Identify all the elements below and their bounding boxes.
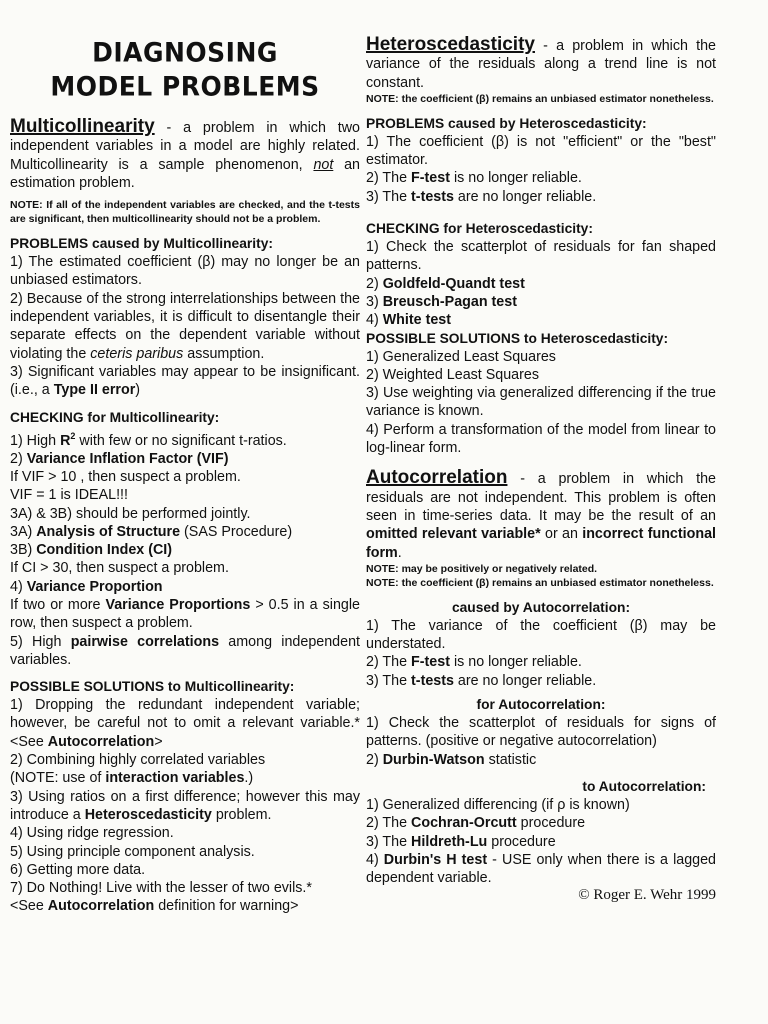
multicollinearity-checking-title: CHECKING for Multicollinearity:	[10, 409, 220, 425]
right-column	[366, 0, 716, 904]
list-item: 4) Durbin's H test - USE only when there is a lagged dependent variable.	[366, 851, 717, 887]
title-line-1: DIAGNOSING	[92, 36, 278, 69]
list-item: 5) High pairwise correlations among independent variables.	[10, 633, 361, 668]
list-item: 1) Generalized differencing (if ρ is known)	[366, 796, 630, 813]
list-item: 5) Using principle component analysis.	[10, 843, 255, 860]
document-title	[10, 0, 360, 104]
list-item: VIF = 1 is IDEAL!!!	[10, 487, 128, 504]
list-item: 6) Getting more data.	[10, 861, 146, 878]
list-item: 2) Combining highly correlated variables	[10, 752, 266, 769]
list-item: 4) White test	[366, 312, 451, 329]
autocorrelation-solutions-title: to Autocorrelation:	[582, 778, 706, 794]
left-column	[10, 0, 360, 916]
list-item: (NOTE: use of interaction variables.)	[10, 770, 254, 787]
title-line-2: MODEL PROBLEMS	[50, 70, 320, 103]
multicollinearity-definition: Multicollinearity - a problem in which two independent variables in a model are highly related. Multicollinearity is a sample phenomenon, not an estimation problem.	[10, 116, 360, 191]
list-item: 3) The t-tests are no longer reliable.	[366, 188, 597, 205]
list-item: 3) Breusch-Pagan test	[366, 293, 517, 310]
autocorrelation-note-2: NOTE: the coefficient (β) remains an unbiased estimator nonetheless.	[366, 576, 714, 589]
autocorrelation-definition: Autocorrelation - a problem in which the residuals are not independent. This problem is often seen in time-series data. It may be the result of an omitted relevant variable* or an incorrect functional form.	[366, 467, 717, 561]
list-item: If VIF > 10 , then suspect a problem.	[10, 468, 241, 485]
list-item: 1) Generalized Least Squares	[366, 348, 556, 365]
list-item: 2) The F-test is no longer reliable.	[366, 654, 582, 671]
list-item: 2) Because of the strong interrelationships between the independent variables, it is difficult to disentangle their separate effects on the dependent variable without violating the ceteris paribus assumption.	[10, 290, 360, 362]
list-item: 1) The estimated coefficient (β) may no longer be an unbiased estimators.	[10, 254, 360, 289]
multicollinearity-heading: Multicollinearity	[10, 116, 155, 137]
heteroscedasticity-definition: Heteroscedasticity - a problem in which the variance of the residuals along a trend line is not constant.	[366, 34, 716, 91]
list-item: 3) The Hildreth-Lu procedure	[366, 833, 556, 850]
list-item: 1) High $R^2$ with few or no significant t-ratios.	[10, 430, 287, 449]
list-item: If two or more Variance Proportions > 0.5 in a single row, then suspect a problem.	[10, 597, 360, 632]
list-item: 3A) Analysis of Structure (SAS Procedure)	[10, 523, 293, 540]
autocorrelation-problems-title: caused by Autocorrelation:	[451, 599, 631, 615]
heteroscedasticity-solutions-title: POSSIBLE SOLUTIONS to Heteroscedasticity:	[366, 330, 669, 346]
list-item: 2) The Cochran-Orcutt procedure	[366, 815, 586, 832]
list-item: 3) Use weighting via generalized differencing if the true variance is known.	[366, 385, 716, 420]
heteroscedasticity-heading: Heteroscedasticity	[366, 34, 535, 55]
list-item: 4) Variance Proportion	[10, 578, 163, 595]
multicollinearity-problems-title: PROBLEMS caused by Multicollinearity:	[10, 236, 273, 252]
list-item: 3) Significant variables may appear to be insignificant. (i.e., a Type II error)	[10, 363, 360, 399]
list-item: 1) Check the scatterplot of residuals for signs of patterns. (positive or negative autocorrelation)	[366, 715, 716, 750]
list-item: 3A) & 3B) should be performed jointly.	[10, 505, 251, 522]
list-item: 4) Perform a transformation of the model from linear to log-linear form.	[366, 421, 716, 457]
autocorrelation-checking-title: for Autocorrelation:	[476, 697, 606, 713]
list-item: 3) The t-tests are no longer reliable.	[366, 672, 597, 689]
multicollinearity-solutions-title: POSSIBLE SOLUTIONS to Multicollinearity:	[10, 679, 295, 695]
heteroscedasticity-note: NOTE: the coefficient (β) remains an unbiased estimator nonetheless.	[366, 92, 714, 105]
multicollinearity-note: NOTE: If all of the independent variables are checked, and the t-tests are significant, then multicollinearity should not be a problem.	[10, 199, 360, 226]
list-item: 2) Durbin-Watson statistic	[366, 751, 537, 768]
list-item: 1) Check the scatterplot of residuals for fan shaped patterns.	[366, 239, 716, 274]
autocorrelation-note-1: NOTE: may be positively or negatively related.	[366, 562, 598, 575]
list-item: 1) The coefficient (β) is not "efficient" or the "best" estimator.	[366, 133, 716, 169]
list-item: 2) Weighted Least Squares	[366, 366, 539, 383]
list-item: 3) Using ratios on a first difference; however this may introduce a Heteroscedasticity problem.	[10, 788, 360, 823]
list-item: 1) The variance of the coefficient (β) may be understated.	[366, 617, 716, 653]
heteroscedasticity-problems-title: PROBLEMS caused by Heteroscedasticity:	[366, 115, 647, 131]
list-item: 3B) Condition Index (CI)	[10, 542, 173, 559]
list-item: <See Autocorrelation definition for warning>	[10, 898, 299, 915]
list-item: If CI > 30, then suspect a problem.	[10, 560, 229, 577]
list-item: 4) Using ridge regression.	[10, 825, 174, 842]
list-item: 2) Variance Inflation Factor (VIF)	[10, 450, 229, 467]
copyright-footer: © Roger E. Wehr 1999	[578, 887, 716, 904]
list-item: 2) The F-test is no longer reliable.	[366, 170, 582, 187]
list-item: 2) Goldfeld-Quandt test	[366, 275, 525, 292]
list-item: 1) Dropping the redundant independent variable; however, be careful not to omit a relevant variable.* <See Autocorrelation>	[10, 697, 360, 750]
heteroscedasticity-checking-title: CHECKING for Heteroscedasticity:	[366, 221, 593, 237]
autocorrelation-heading: Autocorrelation	[366, 467, 508, 489]
list-item: 7) Do Nothing! Live with the lesser of two evils.*	[10, 880, 312, 897]
